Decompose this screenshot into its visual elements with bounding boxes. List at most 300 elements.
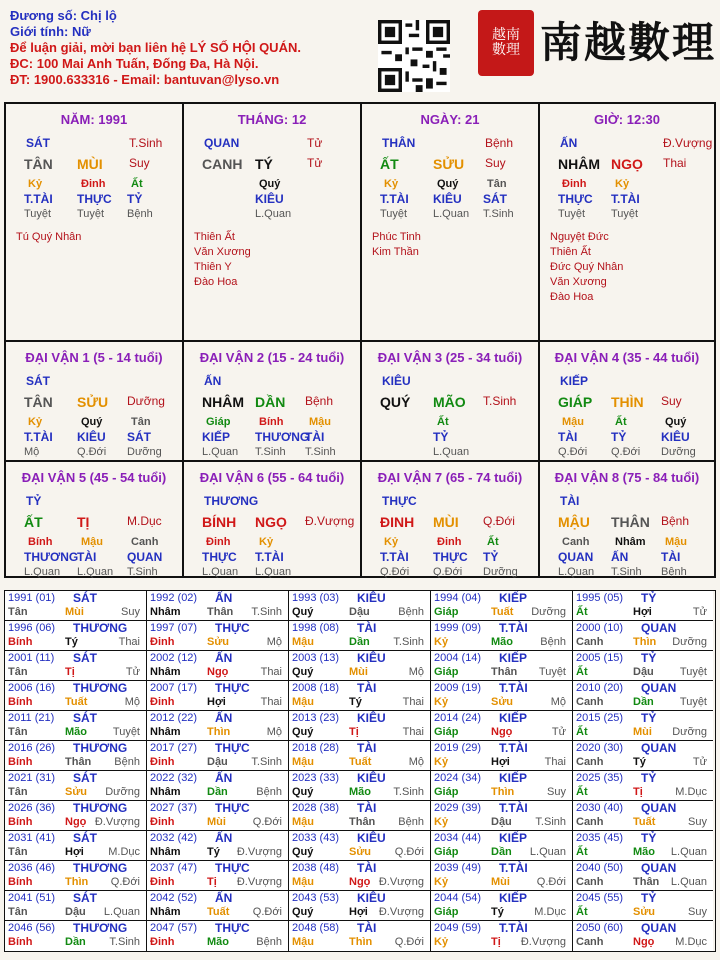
year-stem: Đinh [150,816,175,828]
year-god: KIẾP [499,771,528,785]
year-phase: Đ.Vượng [378,876,424,888]
pillar-hidden-0: Kỷ [384,178,399,190]
year-stem: Mậu [292,756,314,768]
year-label: 1996 (06) [8,622,56,634]
year-god: THỰC [215,861,250,875]
star-item: Thiên Ất [550,246,591,258]
year-god: ẤN [215,711,233,725]
year-god: ẤN [215,891,233,905]
year-label: 2000 (10) [576,622,624,634]
year-branch: Dậu [491,816,512,828]
pillar-1 [6,104,184,342]
pillar-title: NGÀY: 21 [420,112,480,127]
year-god: TỶ [641,591,657,605]
year-god: THƯƠNG [73,861,128,875]
year-label: 2042 (52) [150,892,198,904]
year-god: QUAN [641,621,677,635]
dai-van-god-0: T.TÀI [24,430,53,444]
year-stem: Kỷ [434,876,449,888]
phone-email-line: ĐT: 1900.633316 - Email: bantuvan@lyso.vn [10,72,280,87]
dai-van-phase-1: L.Quan [255,566,292,578]
dai-van-god-1: KIÊU [77,430,106,444]
dai-van-phase-1: T.Sinh [611,566,642,578]
pillar-god-0: T.TÀI [380,192,409,206]
year-god: THƯƠNG [73,801,128,815]
year-god: SÁT [73,591,97,605]
dai-van-main-1: MÃO [433,394,466,410]
year-phase: Dưỡng [672,726,707,738]
year-stem: Nhâm [150,666,181,678]
year-stem: Giáp [434,786,459,798]
dai-van-main-1: SỬU [77,394,109,410]
year-cell [431,891,573,921]
dai-van-main-2: Bệnh [661,514,690,528]
year-label: 1992 (02) [150,592,198,604]
year-cell [289,831,431,861]
year-stem: Kỷ [434,696,449,708]
year-branch: Mão [65,726,87,738]
pillar-main-1: TÝ [255,156,273,172]
pillar-2 [184,104,362,342]
year-phase: Suy [547,786,566,798]
chart-panel [4,102,716,578]
year-stem: Quý [292,666,314,678]
pillar-main-2: Thai [663,156,687,170]
pillar-hidden-1: Quý [437,178,459,190]
year-phase: Tử [551,726,566,738]
pillar-top-right: Bệnh [485,136,514,150]
year-label: 2013 (23) [292,712,340,724]
year-god: THƯƠNG [73,621,128,635]
year-cell [289,861,431,891]
year-branch: Mão [491,636,513,648]
year-phase: M.Dục [108,846,140,858]
dai-van-hidden-0: Canh [562,536,590,548]
year-god: T.TÀI [499,681,528,695]
year-god: THỰC [215,921,250,935]
year-label: 2019 (29) [434,742,482,754]
pillar-phase-0: Tuyệt [558,208,586,220]
pillar-stars [194,230,251,290]
year-phase: Đ.Vượng [94,816,140,828]
year-phase: Tử [125,666,140,678]
pillar-god-1: KIÊU [433,192,462,206]
pillar-phase-0: Tuyệt [380,208,408,220]
dai-van-main-1: TỊ [77,514,90,530]
year-phase: Mộ [266,726,282,738]
year-label: 2015 (25) [576,712,624,724]
dai-van-main-0: ĐINH [380,514,415,530]
year-branch: Tý [349,696,362,708]
pillar-top-left: THÂN [382,136,416,150]
pillar-main-1: NGỌ [611,156,643,172]
dai-van-top: TÀI [560,494,580,508]
year-cell [5,741,147,771]
year-branch: Dậu [633,666,654,678]
year-god: THƯƠNG [73,921,128,935]
dai-van-4 [540,342,714,462]
dai-van-god-1: TÀI [77,550,97,564]
year-cell [5,651,147,681]
dai-van-god-0: THỰC [202,550,237,564]
pillar-main-0: TÂN [24,156,53,172]
year-stem: Canh [576,636,604,648]
year-cell [573,591,713,621]
pillar-title: THÁNG: 12 [237,112,307,127]
year-phase: Tuyệt [679,666,707,678]
year-branch: Thìn [207,726,231,738]
pillar-phase-0: Tuyệt [24,208,52,220]
year-branch: Thân [633,876,660,888]
year-stem: Mậu [292,816,314,828]
year-phase: Tuyệt [112,726,140,738]
dai-van-god-1: THỰC [433,550,468,564]
year-cell [5,861,147,891]
year-branch: Mão [207,936,229,948]
dai-van-god-2: QUAN [127,550,163,564]
year-label: 2031 (41) [8,832,56,844]
year-branch: Tị [207,876,217,888]
year-stem: Đinh [150,936,175,948]
pillar-hidden-1: Kỷ [615,178,630,190]
dai-van-god-0: QUAN [558,550,594,564]
pillar-top-right: Tử [307,136,323,150]
dai-van-top: KIÊU [382,374,411,388]
year-branch: Tý [65,636,78,648]
year-cell [147,831,289,861]
year-god: QUAN [641,921,677,935]
year-god: QUAN [641,681,677,695]
year-cell [147,681,289,711]
year-phase: Tử [692,756,707,768]
year-stem: Đinh [150,756,175,768]
year-label: 1995 (05) [576,592,624,604]
year-phase: Đ.Vượng [236,846,282,858]
year-god: T.TÀI [499,801,528,815]
year-stem: Quý [292,786,314,798]
year-cell [5,921,147,951]
year-branch: Thìn [633,636,657,648]
star-item: Đức Quý Nhân [550,261,624,273]
year-god: SÁT [73,771,97,785]
year-stem: Ất [576,606,588,618]
year-label: 2006 (16) [8,682,56,694]
year-label: 2047 (57) [150,922,198,934]
pillar-title: NĂM: 1991 [60,112,128,127]
year-cell [573,741,713,771]
dai-van-hidden-2: Ất [487,536,499,548]
year-phase: T.Sinh [535,816,566,828]
year-branch: Sửu [349,846,372,858]
dai-van-hidden-2: Mậu [665,536,687,548]
dai-van-god-2: TÀI [305,430,325,444]
pillar-hidden-1: Đinh [81,178,106,190]
qr-code-icon [378,20,450,92]
dai-van-main-2: Dưỡng [127,394,165,408]
year-cell [147,621,289,651]
pillar-main-1: MÙI [77,156,103,172]
year-god: T.TÀI [499,921,528,935]
dai-van-phase-2: Dưỡng [483,566,518,578]
year-god: TÀI [357,741,377,755]
dai-van-hidden-0: Kỷ [384,536,399,548]
year-cell [5,621,147,651]
year-label: 2035 (45) [576,832,624,844]
year-phase: Mộ [124,696,140,708]
year-stem: Quý [292,846,314,858]
year-branch: Dậu [349,606,370,618]
dai-van-main-2: Bệnh [305,394,334,408]
year-cell [431,651,573,681]
year-label: 2025 (35) [576,772,624,784]
year-stem: Tân [8,606,28,618]
star-item: Thiên Ất [194,231,235,243]
year-label: 2022 (32) [150,772,198,784]
year-branch: Thân [207,606,234,618]
year-label: 2040 (50) [576,862,624,874]
year-label: 2026 (36) [8,802,56,814]
dai-van-hidden-1: Mậu [81,536,103,548]
year-label: 1998 (08) [292,622,340,634]
year-label: 1993 (03) [292,592,340,604]
year-branch: Hợi [491,756,510,768]
year-label: 1999 (09) [434,622,482,634]
year-label: 2008 (18) [292,682,340,694]
dai-van-hidden-2: Quý [665,416,687,428]
year-stem: Ất [576,846,588,858]
year-god: TỶ [641,711,657,725]
dai-van-hidden-1: Quý [81,416,103,428]
year-phase: Mộ [550,696,566,708]
yearly-luck-grid [4,590,716,952]
year-stem: Nhâm [150,606,181,618]
year-stem: Canh [576,876,604,888]
star-item: Phúc Tinh [372,231,421,243]
year-branch: Dậu [65,906,86,918]
year-label: 2009 (19) [434,682,482,694]
year-stem: Giáp [434,906,459,918]
year-cell [5,801,147,831]
year-god: KIÊU [357,711,386,725]
year-god: KIÊU [357,771,386,785]
year-label: 2038 (48) [292,862,340,874]
year-phase: L.Quan [529,846,566,858]
dai-van-hidden-2: Canh [131,536,159,548]
dai-van-main-0: NHÂM [202,394,244,410]
year-label: 2034 (44) [434,832,482,844]
year-stem: Nhâm [150,726,181,738]
pillar-top-left: ẤN [560,136,578,150]
address-line: ĐC: 100 Mai Anh Tuấn, Đống Đa, Hà Nội. [10,56,259,71]
year-god: ẤN [215,651,233,665]
year-label: 2017 (27) [150,742,198,754]
pillar-main-2: Suy [129,156,150,170]
pillar-phase-1: L.Quan [255,208,292,220]
pillar-hidden-0: Đinh [562,178,587,190]
dai-van-god-0: KIẾP [202,430,231,444]
pillar-god-0: THỰC [558,192,593,206]
year-god: KIẾP [499,831,528,845]
year-branch: Tuất [491,606,514,618]
year-cell [5,591,147,621]
year-phase: Q.Đới [110,876,140,888]
year-branch: Ngọ [65,816,87,828]
year-phase: T.Sinh [251,606,282,618]
year-cell [289,591,431,621]
pillar-phase-1: Tuyệt [77,208,105,220]
year-god: KIẾP [499,651,528,665]
dai-van-hidden-0: Bính [28,536,53,548]
year-label: 2023 (33) [292,772,340,784]
year-branch: Ngọ [349,876,371,888]
year-cell [573,891,713,921]
dai-van-2 [184,342,362,462]
year-cell [431,591,573,621]
year-label: 2014 (24) [434,712,482,724]
year-stem: Mậu [292,876,314,888]
year-branch: Tuất [633,816,656,828]
year-branch: Tý [207,846,220,858]
year-god: KIẾP [499,711,528,725]
pillar-stars [550,230,623,305]
year-stem: Mậu [292,936,314,948]
pillar-phase-2: Bệnh [127,208,153,220]
year-branch: Sửu [65,786,88,798]
dai-van-main-1: THÂN [611,514,650,530]
year-god: KIÊU [357,651,386,665]
dai-van-main-0: BÍNH [202,514,237,530]
year-cell [431,741,573,771]
year-stem: Giáp [434,846,459,858]
year-label: 2003 (13) [292,652,340,664]
year-branch: Sửu [633,906,656,918]
year-stem: Tân [8,666,28,678]
year-stem: Kỷ [434,936,449,948]
dai-van-7 [362,462,540,578]
year-cell [289,891,431,921]
year-phase: M.Dục [675,786,707,798]
dai-van-top: ẤN [204,374,222,388]
pillar-hidden-1: Quý [259,178,281,190]
pillar-top-right: Đ.Vượng [663,136,713,150]
year-label: 2001 (11) [8,652,55,664]
star-item: Kim Thần [372,246,419,258]
year-stem: Giáp [434,726,459,738]
year-phase: Tử [692,606,707,618]
year-god: TÀI [357,621,377,635]
year-label: 2048 (58) [292,922,340,934]
year-phase: T.Sinh [109,936,140,948]
year-label: 2024 (34) [434,772,482,784]
year-cell [431,681,573,711]
year-cell [431,861,573,891]
year-phase: M.Dục [675,936,707,948]
pillar-god-0: T.TÀI [24,192,53,206]
year-phase: Thai [260,666,282,678]
pillar-hidden-2: Tân [487,178,507,190]
year-phase: L.Quan [103,906,140,918]
year-cell [573,831,713,861]
year-branch: Thân [491,666,518,678]
pillar-god-2: TỶ [127,192,143,206]
year-branch: Mão [349,786,371,798]
year-label: 2043 (53) [292,892,340,904]
year-cell [289,801,431,831]
brand-logo: 南越數理 [540,18,717,67]
dai-van-hidden-1: Bính [259,416,284,428]
star-item: Tú Quý Nhân [16,231,82,243]
year-phase: Thai [544,756,566,768]
year-branch: Ngọ [491,726,513,738]
year-cell [289,651,431,681]
dai-van-god-0: TÀI [558,430,578,444]
dai-van-main-0: ẤT [24,514,43,530]
year-god: TỶ [641,891,657,905]
year-stem: Ất [576,666,588,678]
dai-van-god-1: T.TÀI [255,550,284,564]
year-god: T.TÀI [499,741,528,755]
year-stem: Nhâm [150,906,181,918]
dai-van-hidden-0: Đinh [206,536,231,548]
year-branch: Tuất [349,756,372,768]
dai-van-hidden-0: Giáp [206,416,231,428]
year-cell [289,741,431,771]
dai-van-title: ĐẠI VẬN 4 (35 - 44 tuổi) [554,350,700,365]
year-cell [573,711,713,741]
year-cell [431,771,573,801]
year-branch: Thìn [491,786,515,798]
year-label: 2041 (51) [8,892,56,904]
dai-van-phase-1: Q.Đới [611,446,641,458]
dai-van-main-0: TÂN [24,394,53,410]
dai-van-6 [184,462,362,578]
year-label: 2032 (42) [150,832,198,844]
year-branch: Dần [207,786,228,798]
year-label: 2016 (26) [8,742,56,754]
dai-van-phase-0: Q.Đới [380,566,410,578]
year-label: 2004 (14) [434,652,482,664]
year-phase: Tuyệt [679,696,707,708]
year-stem: Quý [292,906,314,918]
dai-van-main-0: QUÝ [380,394,411,410]
star-item: Văn Xương [194,246,251,258]
year-cell [289,771,431,801]
year-cell [431,921,573,951]
year-stem: Canh [576,816,604,828]
year-god: KIÊU [357,591,386,605]
year-stem: Nhâm [150,846,181,858]
year-stem: Canh [576,696,604,708]
star-item: Thiên Y [194,261,232,273]
year-phase: Thai [402,696,424,708]
year-phase: Dưỡng [672,636,707,648]
year-phase: Dưỡng [105,786,140,798]
year-label: 2028 (38) [292,802,340,814]
year-god: ẤN [215,831,233,845]
dai-van-hidden-1: Ất [437,416,449,428]
dai-van-god-2: TỶ [483,550,499,564]
year-branch: Dậu [207,756,228,768]
year-branch: Sửu [491,696,514,708]
year-label: 2036 (46) [8,862,56,874]
year-god: TÀI [357,861,377,875]
year-cell [573,681,713,711]
dai-van-god-2: SÁT [127,430,151,444]
dai-van-phase-2: Dưỡng [661,446,696,458]
year-stem: Nhâm [150,786,181,798]
year-cell [147,861,289,891]
year-phase: Suy [121,606,140,618]
